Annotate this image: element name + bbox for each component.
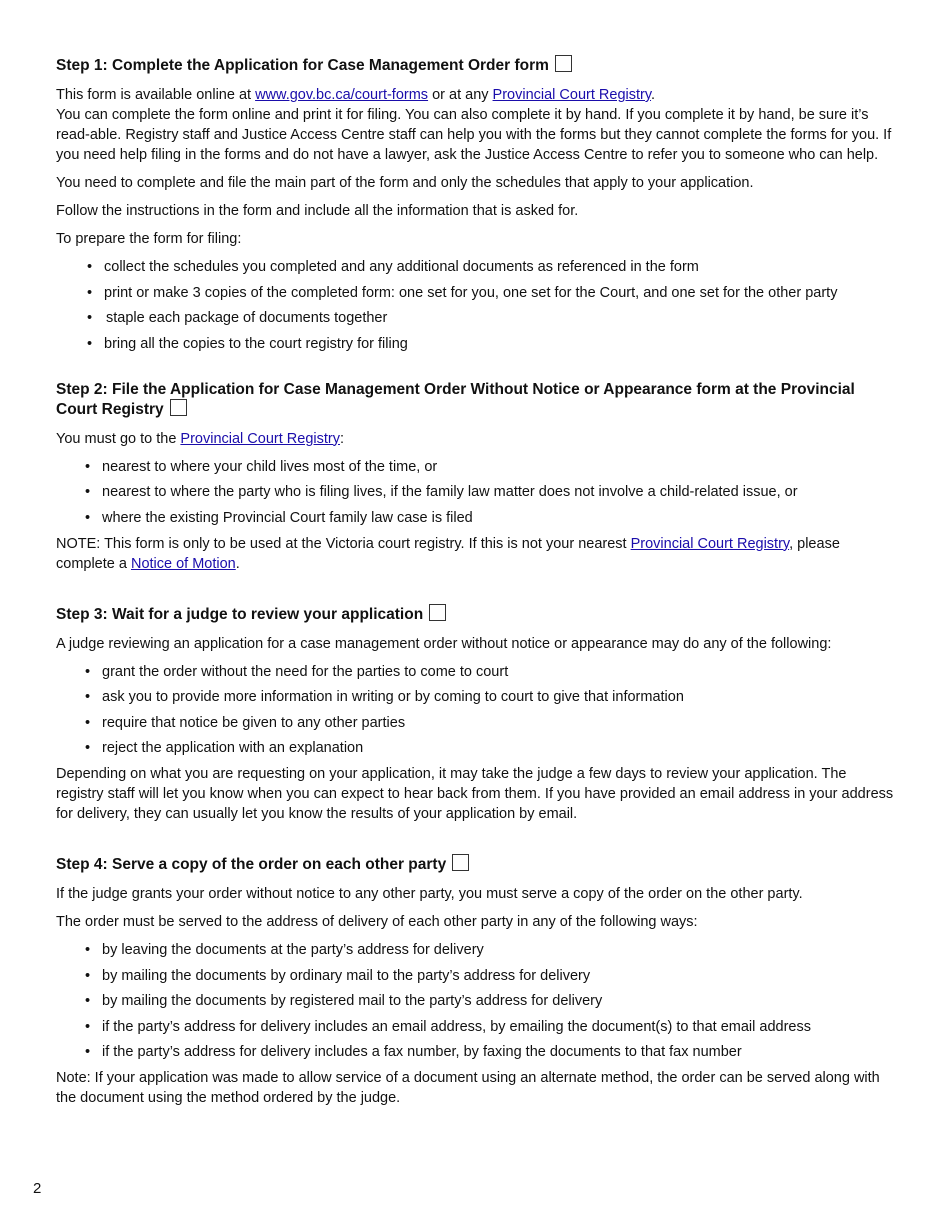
- step-2-title: Step 2: File the Application for Case Management Order Without Notice or Appearance form at the Provincial Court Registry: [56, 380, 855, 418]
- step-1-heading: [56, 55, 896, 75]
- provincial-court-registry-link[interactable]: Provincial Court Registry: [180, 430, 340, 447]
- step-3-checkbox[interactable]: [429, 604, 446, 621]
- list-item: • reject the application with an explanation: [102, 738, 896, 758]
- list-item: • grant the order without the need for the parties to come to court: [102, 662, 896, 682]
- step-3-title: Step 3: Wait for a judge to review your application: [56, 605, 424, 623]
- step-1-bullet-list: [56, 257, 896, 354]
- list-item: • require that notice be given to any other parties: [102, 713, 896, 733]
- list-item: • staple each package of documents together: [104, 308, 896, 328]
- instructions-page: [56, 55, 896, 1116]
- notice-of-motion-link[interactable]: Notice of Motion: [130, 555, 236, 572]
- step-1-paragraph-2: You can complete the form online and print it for filing. You can also complete it by hand. If you complete it by hand, be sure it’s read-able. Registry staff and Justice Access Centre staff can help you with the forms but they cannot complete the forms for you. If you need help filing in the forms and do not have a lawyer, ask the Justice Access Centre to refer you to someone who can help.: [56, 107, 892, 163]
- step-3-bullet-list: [56, 662, 896, 759]
- step-2-intro: You must go to the Provincial Court Registry:: [56, 430, 345, 447]
- step-4-paragraph-1: If the judge grants your order without notice to any other party, you must serve a copy of the order on the other party.: [56, 886, 803, 902]
- provincial-court-registry-link[interactable]: Provincial Court Registry: [492, 87, 652, 103]
- list-item: • by mailing the documents by registered mail to the party’s address for delivery: [102, 991, 896, 1011]
- list-item: • ask you to provide more information in writing or by coming to court to give that information: [102, 687, 896, 707]
- step-2-note: NOTE: This form is only to be used at the Victoria court registry. If this is not your nearest Provincial Court Registry, please complete a Notice of Motion.: [56, 535, 840, 572]
- list-item: • nearest to where the party who is filing lives, if the family law matter does not involve a child-related issue, or: [102, 482, 896, 502]
- list-item: • collect the schedules you completed and any additional documents as referenced in the form: [104, 257, 896, 277]
- list-item: • if the party’s address for delivery includes a fax number, by faxing the documents to that fax number: [102, 1042, 896, 1062]
- step-4-title: Step 4: Serve a copy of the order on each other party: [56, 856, 447, 873]
- step-4-note: Note: If your application was made to allow service of a document using an alternate method, the order can be served along with the document using the method ordered by the judge.: [56, 1070, 880, 1106]
- list-item: • by mailing the documents by ordinary mail to the party’s address for delivery: [102, 966, 896, 986]
- list-item: • nearest to where your child lives most of the time, or: [102, 457, 896, 477]
- page-number: 2: [33, 1180, 42, 1197]
- step-4-bullet-list: [56, 940, 896, 1062]
- list-item: • if the party’s address for delivery includes an email address, by emailing the document(s) to that email address: [102, 1017, 896, 1037]
- step-1-availability: This form is available online at www.gov.bc.ca/court-forms or at any Provincial Court Registry.: [56, 87, 656, 103]
- step-4-checkbox[interactable]: [452, 854, 469, 871]
- step-1-title: Step 1: Complete the Application for Case Management Order form: [56, 57, 549, 74]
- step-3-paragraph-2: Depending on what you are requesting on your application, it may take the judge a few days to review your application. The registry staff will let you know when you can expect to hear back from them. If you have provided an email address in your address for delivery, they can usually let you know the results of your application by email.: [56, 766, 894, 822]
- provincial-court-registry-link[interactable]: Provincial Court Registry: [630, 535, 790, 552]
- step-3-heading: [56, 604, 896, 624]
- step-3-section: [56, 604, 896, 825]
- step-2-section: [56, 380, 896, 574]
- step-3-intro: A judge reviewing an application for a case management order without notice or appearance may do any of the following:: [56, 635, 832, 652]
- step-4-section: [56, 854, 896, 1108]
- step-4-heading: [56, 854, 896, 874]
- list-item: • bring all the copies to the court registry for filing: [104, 334, 896, 354]
- list-item: • by leaving the documents at the party’s address for delivery: [102, 940, 896, 960]
- step-1-section: [56, 55, 896, 354]
- list-item: • print or make 3 copies of the completed form: one set for you, one set for the Court, and one set for the other party: [104, 283, 896, 303]
- step-2-checkbox[interactable]: [170, 399, 187, 416]
- step-2-heading: [56, 380, 896, 419]
- court-forms-link[interactable]: www.gov.bc.ca/court-forms: [255, 87, 429, 103]
- step-1-checkbox[interactable]: [555, 55, 572, 72]
- step-1-paragraph-3: You need to complete and file the main part of the form and only the schedules that apply to your application.: [56, 175, 754, 191]
- step-1-paragraph-5: To prepare the form for filing:: [56, 231, 242, 247]
- step-1-paragraph-4: Follow the instructions in the form and include all the information that is asked for.: [56, 203, 579, 219]
- step-4-paragraph-2: The order must be served to the address of delivery of each other party in any of the following ways:: [56, 914, 698, 930]
- list-item: • where the existing Provincial Court family law case is filed: [102, 508, 896, 528]
- step-2-bullet-list: [56, 457, 896, 528]
